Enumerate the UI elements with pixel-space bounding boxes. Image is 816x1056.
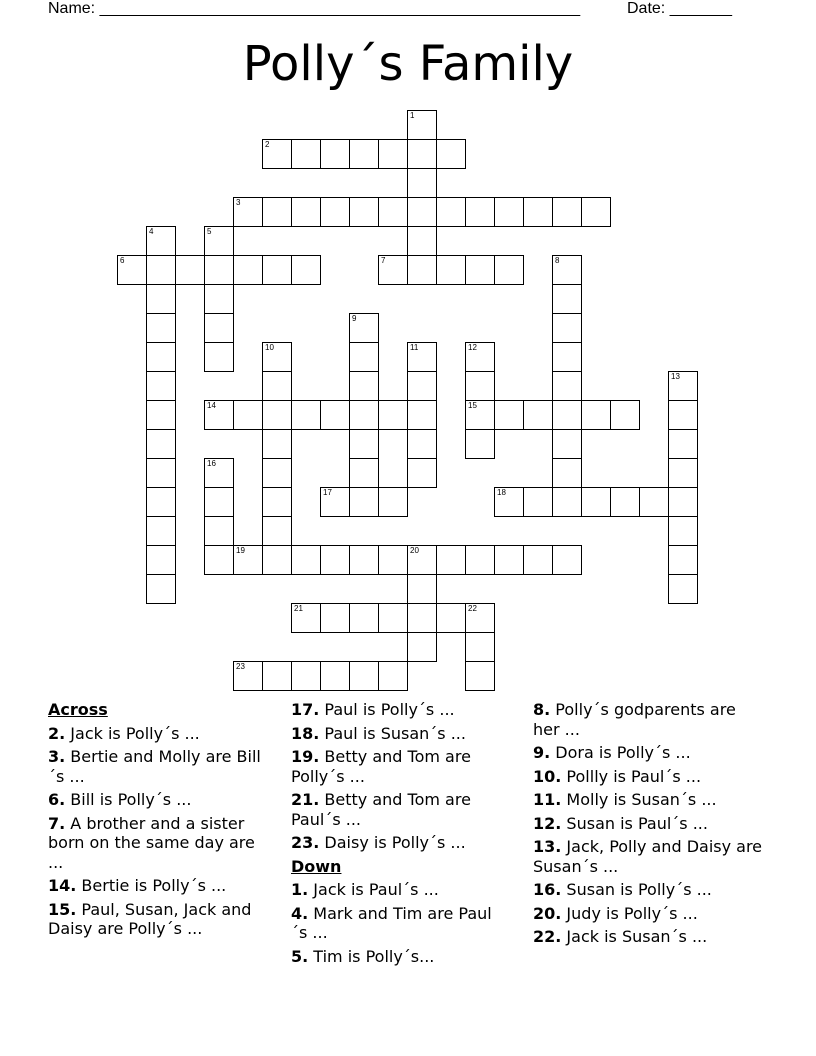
grid-cell[interactable] <box>233 400 263 430</box>
clue-number: 13 <box>671 372 680 381</box>
clue: 12. Susan is Paul´s ... <box>533 813 708 833</box>
grid-cell[interactable] <box>668 400 698 430</box>
clue: 10. Pollly is Paul´s ... <box>533 766 702 786</box>
grid-cell[interactable] <box>523 487 553 517</box>
grid-cell[interactable] <box>262 487 292 517</box>
clue-number: 15 <box>468 401 477 410</box>
grid-cell[interactable] <box>146 226 176 256</box>
grid-cell[interactable] <box>320 545 350 575</box>
grid-cell[interactable] <box>465 632 495 662</box>
grid-cell[interactable] <box>204 342 234 372</box>
clue: 14. Bertie is Polly´s ... <box>48 876 227 895</box>
grid-cell[interactable] <box>349 429 379 459</box>
clue-number: 9 <box>352 314 357 323</box>
grid-cell[interactable] <box>262 661 292 691</box>
grid-cell[interactable] <box>436 603 466 633</box>
grid-cell[interactable] <box>349 342 379 372</box>
clue: 9. Dora is Polly´s ... <box>533 743 691 762</box>
grid-cell[interactable] <box>407 632 437 662</box>
clue: 11. Molly is Susan´s ... <box>533 790 717 809</box>
grid-cell[interactable] <box>465 255 495 285</box>
grid-cell[interactable] <box>262 255 292 285</box>
grid-cell[interactable] <box>262 197 292 227</box>
grid-cell[interactable] <box>465 661 495 691</box>
grid-cell[interactable] <box>204 226 234 256</box>
grid-cell[interactable] <box>639 487 669 517</box>
grid-cell[interactable] <box>262 429 292 459</box>
grid-cell[interactable] <box>291 255 321 285</box>
clue-number: 1 <box>410 111 415 120</box>
grid-cell[interactable] <box>494 487 524 517</box>
grid-cell[interactable] <box>349 661 379 691</box>
grid-cell[interactable] <box>146 545 176 575</box>
grid-cell[interactable] <box>378 661 408 691</box>
clue: 20. Judy is Polly´s ... <box>533 903 698 923</box>
grid-cell[interactable] <box>262 516 292 546</box>
grid-cell[interactable] <box>146 313 176 343</box>
grid-cell[interactable] <box>668 429 698 459</box>
grid-cell[interactable] <box>668 574 698 604</box>
grid-cell[interactable] <box>436 545 466 575</box>
grid-cell[interactable] <box>146 342 176 372</box>
grid-cell[interactable] <box>378 545 408 575</box>
grid-cell[interactable] <box>494 255 524 285</box>
grid-cell[interactable] <box>378 255 408 285</box>
name-field[interactable]: Name: ______________________________________________________ <box>48 0 581 17</box>
grid-cell[interactable] <box>523 400 553 430</box>
clue-number: 12 <box>468 343 477 352</box>
clue: 13. Jack, Polly and Daisy are Susan´s ... <box>533 837 763 876</box>
grid-cell[interactable] <box>349 139 379 169</box>
grid-cell[interactable] <box>146 255 176 285</box>
grid-cell[interactable] <box>552 545 582 575</box>
grid-cell[interactable] <box>320 197 350 227</box>
grid-cell[interactable] <box>378 603 408 633</box>
clue-column-3 <box>533 700 763 951</box>
grid-cell[interactable] <box>465 603 495 633</box>
grid-cell[interactable] <box>552 313 582 343</box>
clue-number: 8 <box>555 256 560 265</box>
grid-cell[interactable] <box>668 487 698 517</box>
grid-cell[interactable] <box>204 458 234 488</box>
grid-cell[interactable] <box>146 574 176 604</box>
grid-cell[interactable] <box>291 400 321 430</box>
clue: 21. Betty and Tom are Paul´s ... <box>291 790 471 829</box>
clue-number: 7 <box>381 256 386 265</box>
grid-cell[interactable] <box>407 371 437 401</box>
clue: 4. Mark and Tim are Paul´s ... <box>291 903 492 942</box>
date-field[interactable]: Date: _______ <box>627 0 732 17</box>
grid-cell[interactable] <box>465 342 495 372</box>
grid-cell[interactable] <box>291 139 321 169</box>
grid-cell[interactable] <box>175 255 205 285</box>
page-title: Polly´s Family <box>242 36 574 92</box>
grid-cell[interactable] <box>407 226 437 256</box>
clue-number: 16 <box>207 459 216 468</box>
grid-cell[interactable] <box>349 487 379 517</box>
clue: 23. Daisy is Polly´s ... <box>291 833 466 852</box>
grid-cell[interactable] <box>117 255 147 285</box>
clue-number: 20 <box>410 546 419 555</box>
grid-cell[interactable] <box>668 545 698 575</box>
grid-cell[interactable] <box>523 545 553 575</box>
grid-cell[interactable] <box>494 545 524 575</box>
grid-cell[interactable] <box>407 545 437 575</box>
grid-cell[interactable] <box>668 516 698 546</box>
grid-cell[interactable] <box>465 400 495 430</box>
grid-cell[interactable] <box>436 197 466 227</box>
clue-number: 5 <box>207 227 212 236</box>
grid-cell[interactable] <box>552 429 582 459</box>
grid-cell[interactable] <box>204 487 234 517</box>
clue-number: 10 <box>265 343 274 352</box>
grid-cell[interactable] <box>407 400 437 430</box>
grid-cell[interactable] <box>523 197 553 227</box>
clue-number: 4 <box>149 227 154 236</box>
grid-cell[interactable] <box>407 168 437 198</box>
clue-number: 21 <box>294 604 303 613</box>
grid-cell[interactable] <box>407 255 437 285</box>
clue: 2. Jack is Polly´s ... <box>48 723 200 743</box>
grid-cell[interactable] <box>552 255 582 285</box>
clue-number: 2 <box>265 140 270 149</box>
grid-cell[interactable] <box>494 197 524 227</box>
grid-cell[interactable] <box>407 458 437 488</box>
grid-cell[interactable] <box>204 545 234 575</box>
grid-cell[interactable] <box>407 342 437 372</box>
grid-cell[interactable] <box>291 545 321 575</box>
grid-cell[interactable] <box>262 400 292 430</box>
grid-cell[interactable] <box>552 284 582 314</box>
clue-number: 3 <box>236 198 241 207</box>
clue-number: 22 <box>468 604 477 613</box>
down-heading: Down <box>291 856 342 876</box>
grid-cell[interactable] <box>610 487 640 517</box>
grid-cell[interactable] <box>262 545 292 575</box>
grid-cell[interactable] <box>349 400 379 430</box>
grid-cell[interactable] <box>262 458 292 488</box>
grid-cell[interactable] <box>465 371 495 401</box>
clue: 15. Paul, Susan, Jack and Daisy are Polly´s ... <box>48 899 252 938</box>
grid-cell[interactable] <box>233 545 263 575</box>
grid-cell[interactable] <box>407 574 437 604</box>
grid-cell[interactable] <box>436 139 466 169</box>
grid-cell[interactable] <box>204 516 234 546</box>
grid-cell[interactable] <box>146 284 176 314</box>
grid-cell[interactable] <box>146 458 176 488</box>
grid-cell[interactable] <box>320 139 350 169</box>
grid-cell[interactable] <box>320 603 350 633</box>
clue: 18. Paul is Susan´s ... <box>291 723 466 743</box>
grid-cell[interactable] <box>349 603 379 633</box>
grid-cell[interactable] <box>291 603 321 633</box>
clue: 1. Jack is Paul´s ... <box>291 880 439 899</box>
grid-cell[interactable] <box>407 197 437 227</box>
clue-number: 23 <box>236 662 245 671</box>
clue-number: 14 <box>207 401 216 410</box>
grid-cell[interactable] <box>349 371 379 401</box>
grid-cell[interactable] <box>204 284 234 314</box>
clue: 16. Susan is Polly´s ... <box>533 880 712 899</box>
grid-cell[interactable] <box>146 371 176 401</box>
grid-cell[interactable] <box>262 371 292 401</box>
grid-cell[interactable] <box>146 516 176 546</box>
clue: 22. Jack is Susan´s ... <box>533 927 708 946</box>
clue: 17. Paul is Polly´s ... <box>291 700 455 719</box>
grid-cell[interactable] <box>146 400 176 430</box>
grid-cell[interactable] <box>378 197 408 227</box>
grid-cell[interactable] <box>610 400 640 430</box>
grid-cell[interactable] <box>668 371 698 401</box>
grid-cell[interactable] <box>581 197 611 227</box>
grid-cell[interactable] <box>552 487 582 517</box>
grid-cell[interactable] <box>320 661 350 691</box>
clue-number: 18 <box>497 488 506 497</box>
grid-cell[interactable] <box>204 400 234 430</box>
grid-cell[interactable] <box>552 400 582 430</box>
grid-cell[interactable] <box>581 487 611 517</box>
clue: 19. Betty and Tom are Polly´s ... <box>291 747 471 786</box>
grid-cell[interactable] <box>552 197 582 227</box>
clue-column-1 <box>48 700 273 943</box>
grid-cell[interactable] <box>233 661 263 691</box>
grid-cell[interactable] <box>146 487 176 517</box>
grid-cell[interactable] <box>494 400 524 430</box>
grid-cell[interactable] <box>262 139 292 169</box>
grid-cell[interactable] <box>320 487 350 517</box>
clue-column-2 <box>291 700 506 970</box>
clue: 7. A brother and a sister born on the same day are ... <box>48 813 255 872</box>
grid-cell[interactable] <box>378 400 408 430</box>
grid-cell[interactable] <box>465 545 495 575</box>
grid-cell[interactable] <box>465 197 495 227</box>
clue: 8. Polly´s godparents are her ... <box>533 700 736 739</box>
grid-cell[interactable] <box>552 342 582 372</box>
clue-number: 11 <box>410 343 419 352</box>
grid-cell[interactable] <box>146 429 176 459</box>
clue: 6. Bill is Polly´s ... <box>48 790 192 809</box>
grid-cell[interactable] <box>320 400 350 430</box>
grid-cell[interactable] <box>668 458 698 488</box>
grid-cell[interactable] <box>349 313 379 343</box>
grid-cell[interactable] <box>552 371 582 401</box>
clue-number: 6 <box>120 256 125 265</box>
grid-cell[interactable] <box>407 110 437 140</box>
grid-cell[interactable] <box>291 197 321 227</box>
grid-cell[interactable] <box>262 342 292 372</box>
clue: 3. Bertie and Molly are Bill´s ... <box>48 747 261 786</box>
grid-cell[interactable] <box>378 487 408 517</box>
grid-cell[interactable] <box>204 255 234 285</box>
clue-number: 19 <box>236 546 245 555</box>
clue: 5. Tim is Polly´s... <box>291 946 435 966</box>
grid-cell[interactable] <box>349 458 379 488</box>
grid-cell[interactable] <box>552 458 582 488</box>
grid-cell[interactable] <box>349 545 379 575</box>
grid-cell[interactable] <box>233 197 263 227</box>
grid-cell[interactable] <box>581 400 611 430</box>
grid-cell[interactable] <box>378 139 408 169</box>
grid-cell[interactable] <box>436 255 466 285</box>
grid-cell[interactable] <box>407 139 437 169</box>
grid-cell[interactable] <box>291 661 321 691</box>
across-heading: Across <box>48 700 108 719</box>
grid-cell[interactable] <box>349 197 379 227</box>
grid-cell[interactable] <box>204 313 234 343</box>
clue-number: 17 <box>323 488 332 497</box>
grid-cell[interactable] <box>407 429 437 459</box>
grid-cell[interactable] <box>465 429 495 459</box>
grid-cell[interactable] <box>407 603 437 633</box>
grid-cell[interactable] <box>233 255 263 285</box>
